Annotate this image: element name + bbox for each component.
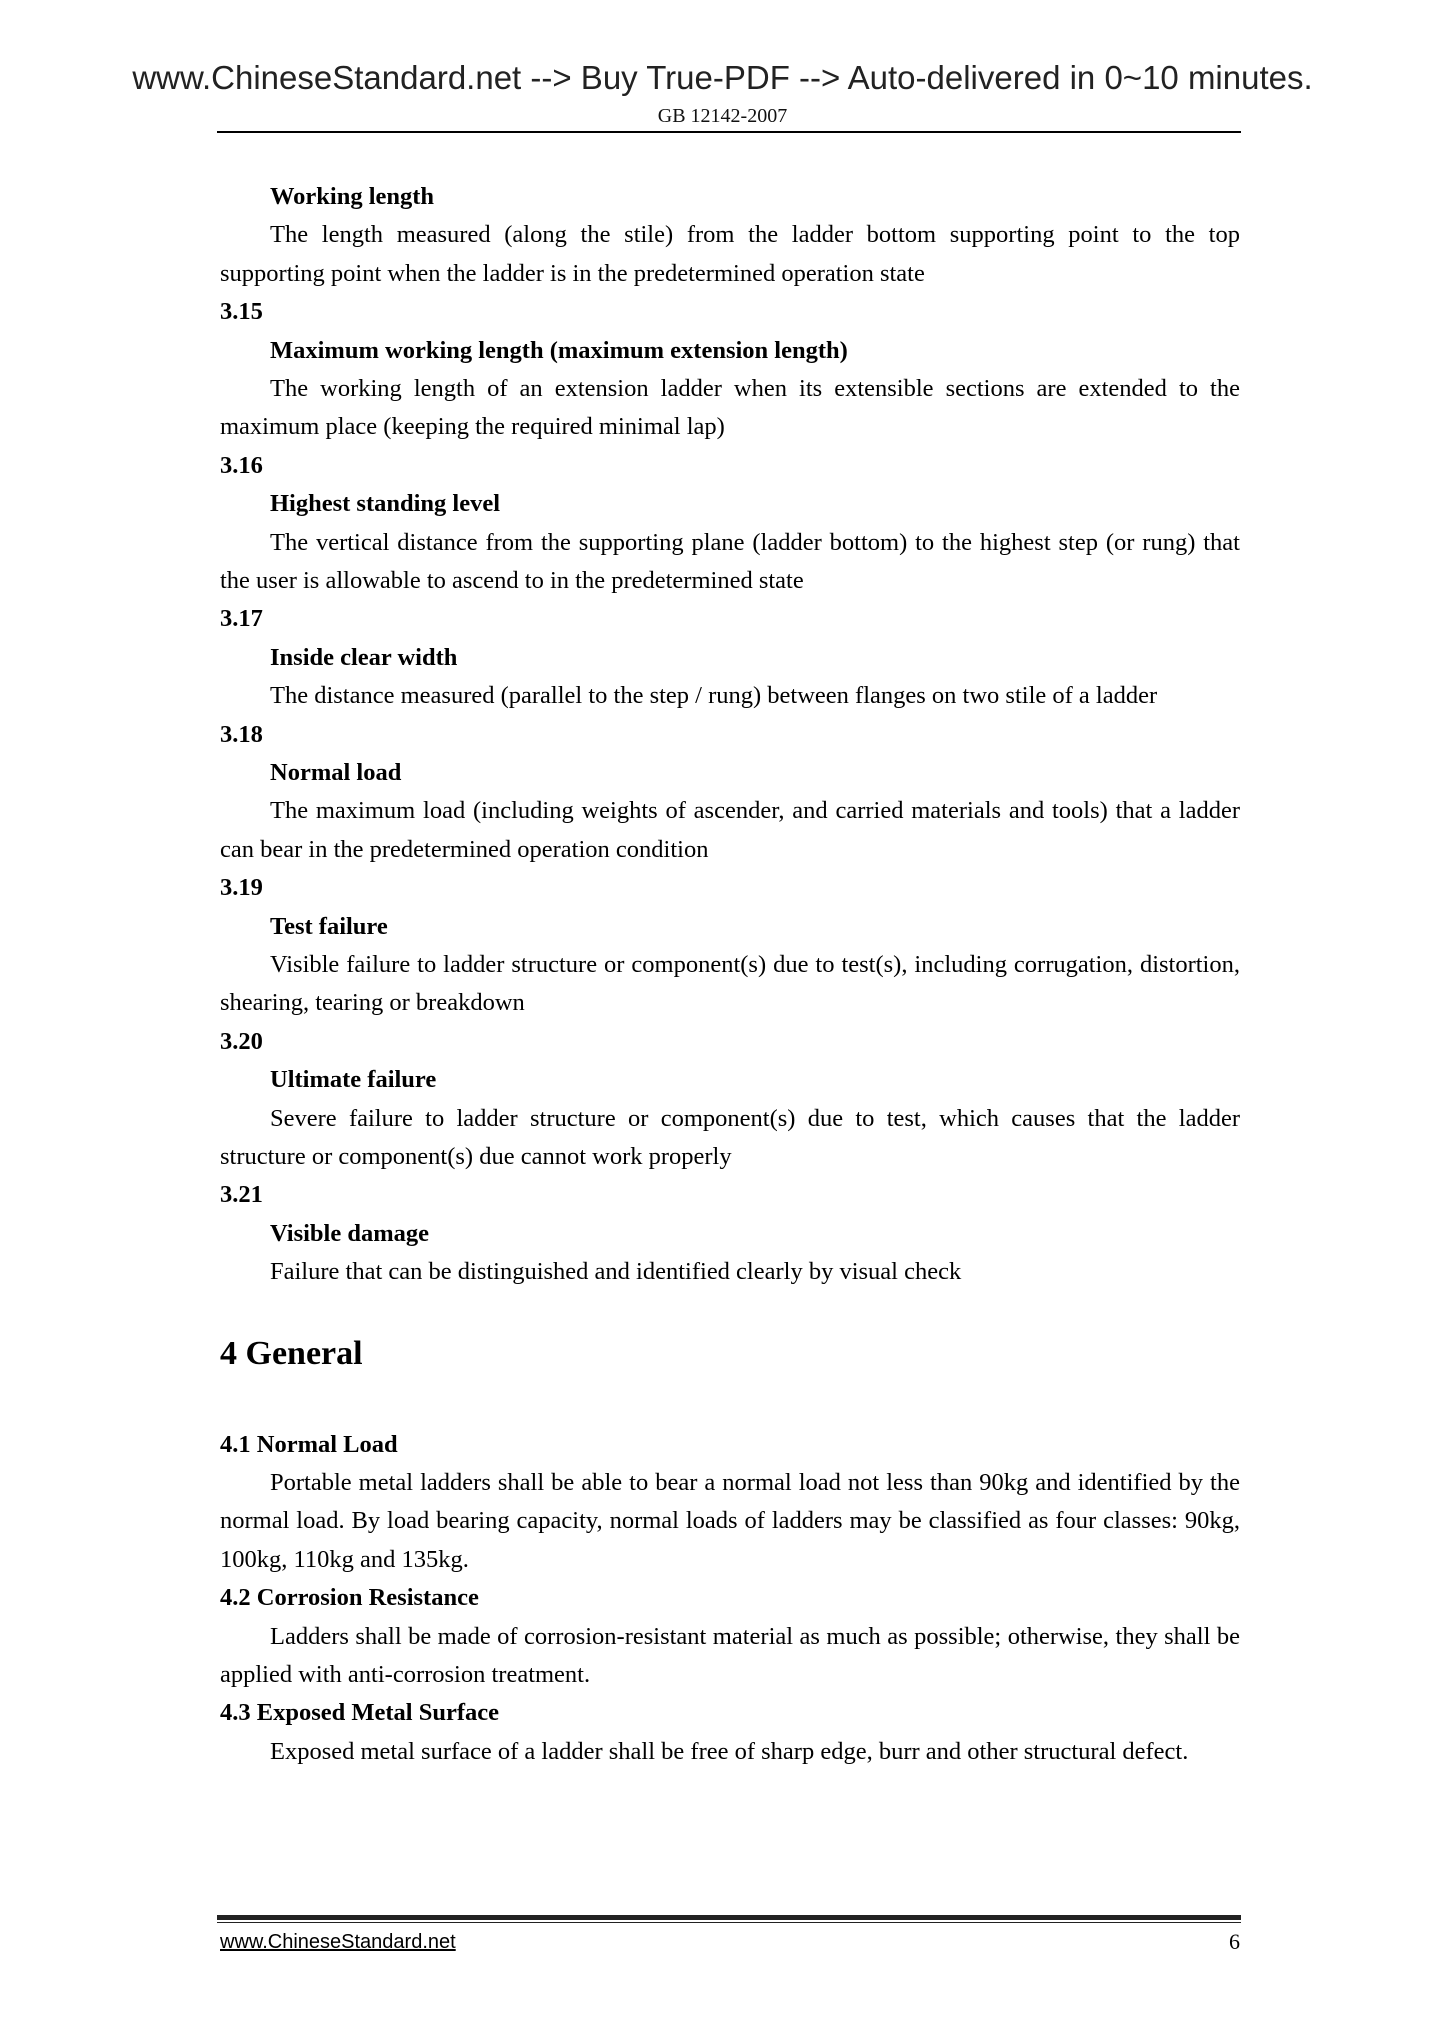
definition-term: Maximum working length (maximum extension length) xyxy=(270,336,848,364)
header-banner: www.ChineseStandard.net --> Buy True-PDF --> Auto-delivered in 0~10 minutes. xyxy=(132,59,1313,96)
definition-term: Visible damage xyxy=(270,1219,430,1247)
footer-website-link[interactable]: www.ChineseStandard.net xyxy=(220,1931,456,1953)
definition-number: 3.20 xyxy=(220,1027,263,1055)
definition-number: 3.17 xyxy=(220,605,263,633)
standard-code: GB 12142-2007 xyxy=(657,105,788,127)
definition-number: 3.16 xyxy=(220,451,263,479)
section-heading: 4 General xyxy=(220,1334,363,1372)
footer-divider-thin xyxy=(217,1922,1241,1923)
definition-text: The maximum load (including weights of ascender, and carried materials and tools) that a ladder can bear in the predetermined operation condition xyxy=(220,797,1240,863)
definition-entry xyxy=(220,869,1240,1023)
definition-term: Test failure xyxy=(270,912,388,940)
definition-text: Failure that can be distinguished and identified clearly by visual check xyxy=(270,1258,962,1286)
definition-text: The distance measured (parallel to the step / rung) between flanges on two stile of a ladder xyxy=(270,682,1158,710)
clause-heading: 4.1 Normal Load xyxy=(220,1430,398,1458)
definition-term: Normal load xyxy=(270,758,402,786)
definition-text: The length measured (along the stile) from the ladder bottom supporting point to the top supporting point when the ladder is in the predetermined operation state xyxy=(220,221,1240,287)
definition-term: Highest standing level xyxy=(270,490,501,518)
definition-text: Visible failure to ladder structure or component(s) due to test(s), including corrugation, distortion, shearing, tearing or breakdown xyxy=(220,950,1240,1017)
clause-heading: 4.2 Corrosion Resistance xyxy=(220,1584,479,1612)
definition-term: Inside clear width xyxy=(270,643,458,671)
definition-entry xyxy=(220,1023,1240,1177)
page-body xyxy=(220,178,1240,1771)
clause xyxy=(220,1426,1240,1580)
footer-divider xyxy=(217,1915,1241,1920)
clause-text: Exposed metal surface of a ladder shall be free of sharp edge, burr and other structural defect. xyxy=(270,1737,1189,1765)
definition-term: Ultimate failure xyxy=(270,1066,437,1094)
definition-text: Severe failure to ladder structure or component(s) due to test, which causes that the ladder structure or component(s) due cannot work properly xyxy=(220,1104,1240,1170)
definition-entry xyxy=(220,447,1240,601)
definition-entry xyxy=(220,716,1240,870)
definition-entry xyxy=(220,293,1240,447)
definition-entry xyxy=(220,600,1240,715)
definition-text: The working length of an extension ladder when its extensible sections are extended to the maximum place (keeping the required minimal lap) xyxy=(220,374,1240,441)
definition-number: 3.15 xyxy=(220,298,263,326)
definition-number: 3.21 xyxy=(220,1181,263,1209)
definition-text: The vertical distance from the supporting plane (ladder bottom) to the highest step (or rung) that the user is allowable to ascend to in the predetermined state xyxy=(220,528,1240,594)
clause-heading: 4.3 Exposed Metal Surface xyxy=(220,1699,499,1727)
definition-entry xyxy=(220,1176,1240,1291)
page-number: 6 xyxy=(1229,1929,1240,1954)
definition-number: 3.18 xyxy=(220,720,263,748)
clause-text: Ladders shall be made of corrosion-resistant material as much as possible; otherwise, they shall be applied with anti-corrosion treatment. xyxy=(220,1622,1240,1688)
definition-number: 3.19 xyxy=(220,874,263,902)
clause xyxy=(220,1694,1240,1771)
definition-term: Working length xyxy=(270,183,435,210)
clause-text: Portable metal ladders shall be able to bear a normal load not less than 90kg and identified by the normal load. By load bearing capacity, normal loads of ladders may be classified as four classes: 90kg, 100kg, 110kg and 135kg. xyxy=(220,1468,1240,1573)
clause xyxy=(220,1579,1240,1694)
header-divider xyxy=(217,131,1241,133)
